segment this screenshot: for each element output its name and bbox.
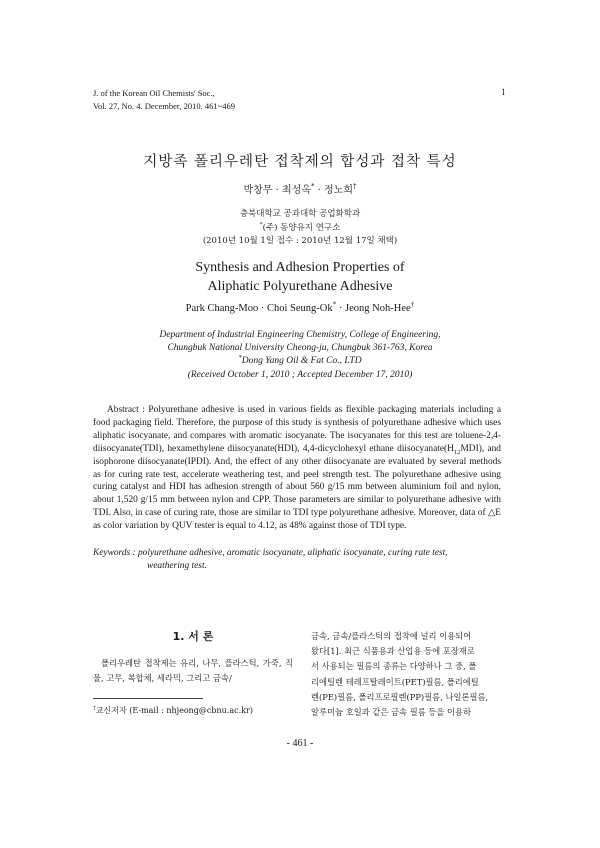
keywords-line2: weathering test. <box>147 561 207 571</box>
abstract-text-2: MDI), and isophorone diisocyanate(IPDI). And, the effect of any other diisocyanate are evaluated by several methods as for curing rate test, accelerate weathering test, and peel strength test. The polyurethane adhesive using curing catalyst and HDI has adhesion strength of about 560 g/15 mm between aluminium foil and nylon, about 1,520 g/15 mm between nylon and CPP. Those parameters are similar to polyurethane adhesive with TDI. Also, in case of curing rate, those are similar to TDI type polyurethane adhesive. Moreover, data of △E as color variation by QUV tester is equal to 4.12, as 48% against those of TDI type. <box>93 443 501 532</box>
authors-korean <box>0 181 600 196</box>
keywords-line1: : polyurethane adhesive, aromatic isocyanate, aliphatic isocyanate, curing rate test, <box>130 548 448 558</box>
journal-citation <box>93 87 235 112</box>
body-right-line: 금속, 금속/플라스틱의 접착에 널리 이용되어 <box>311 631 472 641</box>
author-mark: * <box>310 182 315 191</box>
page-number-top: 1 <box>501 87 506 97</box>
body-right-line: 왔다[1]. 최근 식품용과 산업용 등에 포장재로 <box>311 646 475 657</box>
authors-english-main: Park Chang-Moo · Choi Seung-Ok <box>185 303 333 314</box>
affiliation-english-line3: *Dong Yang Oil & Fat Co., LTD <box>238 354 362 367</box>
authors-english-tail: · Jeong Noh-Hee <box>336 303 411 314</box>
title-english-line2: Aliphatic Polyurethane Adhesive <box>207 279 393 294</box>
keywords <box>93 547 513 573</box>
abstract <box>93 404 501 533</box>
abstract-label: Abstract <box>107 405 139 415</box>
title-korean: 지방족 폴리우레탄 접착제의 합성과 접착 특성 <box>143 154 457 170</box>
body-right-line: 알루미늄 호일과 같은 금속 필름 등을 이용하 <box>311 707 472 718</box>
affiliation-korean-line2: *(주) 동양유지 연구소 <box>259 220 341 233</box>
page-number-bottom: - 461 - <box>286 738 314 749</box>
affiliation-english-line2: Chungbuk National University Cheong-ju, Chungbuk 361-763, Korea <box>167 343 433 354</box>
footnote-mark: † <box>93 705 96 712</box>
affiliation-korean-line1: 충북대학교 공과대학 공업화학과 <box>239 209 361 219</box>
body-right-line: 서 사용되는 필름의 종류는 다양하나 그 중, 폴 <box>311 661 477 672</box>
corresponding-mark: † <box>353 182 357 191</box>
body-left-text: 폴리우레탄 접착제는 유리, 나무, 플라스틱, 가죽, 직물, 고무, 복합체, 세라믹, 그리고 금속/ <box>93 658 293 684</box>
journal-name: J. of the Korean Oil Chemists' Soc., <box>93 88 215 98</box>
footnote <box>93 705 253 716</box>
authors-english <box>0 299 600 314</box>
title-english-line1: Synthesis and Adhesion Properties of <box>195 260 405 275</box>
abstract-text-1: : Polyurethane adhesive is used in various fields as flexible packaging materials including a food packaging field. Therefore, the purpose of this study is synthesis of polyurethane adhesive which uses aliphatic isocyanate, and compares with aromatic isocyanate. The isocyanates for this test are toluene-2,4-diisocyanate(TDI), hexamethylene diisocyanate(HDI), 4,4-dicyclohexyl ethane diisocyanate(H <box>93 405 501 454</box>
received-korean: (2010년 10월 1일 접수 : 2010년 12월 17일 채택) <box>202 236 398 246</box>
footnote-text: 교신저자 (E-mail : nhjeong@cbnu.ac.kr) <box>95 706 253 715</box>
body-right-line: 렌(PE)필름, 폴리프로필렌(PP)필름, 나일론필름, <box>311 691 489 702</box>
body-right-column <box>311 629 507 720</box>
abstract-subscript: 12 <box>453 448 461 456</box>
affiliation-english-line1: Department of Industrial Engineering Chemistry, College of Engineering, <box>159 330 441 340</box>
keywords-label: Keywords <box>93 548 131 558</box>
body-right-line: 리에틸렌 테레프탈레이트(PET)필름, 폴리에틸 <box>311 676 479 687</box>
affiliation-korean <box>0 208 600 249</box>
authors-korean-tail: · 정노희 <box>314 185 354 196</box>
footnote-divider <box>93 698 203 699</box>
affiliation-mark: * <box>259 220 263 228</box>
affiliation-english <box>0 329 600 382</box>
author-mark: * <box>332 299 337 309</box>
affiliation-mark: * <box>238 354 242 362</box>
authors-korean-main: 박창무 · 최성옥 <box>243 185 311 196</box>
title-english <box>0 258 600 296</box>
corresponding-mark: † <box>410 299 415 309</box>
section-heading: 1. 서 론 <box>172 630 214 643</box>
body-left-column <box>93 656 293 686</box>
received-english: (Received October 1, 2010 ; Accepted December 17, 2010) <box>187 369 413 380</box>
journal-volume: Vol. 27, No. 4. December, 2010. 461~469 <box>93 100 235 111</box>
